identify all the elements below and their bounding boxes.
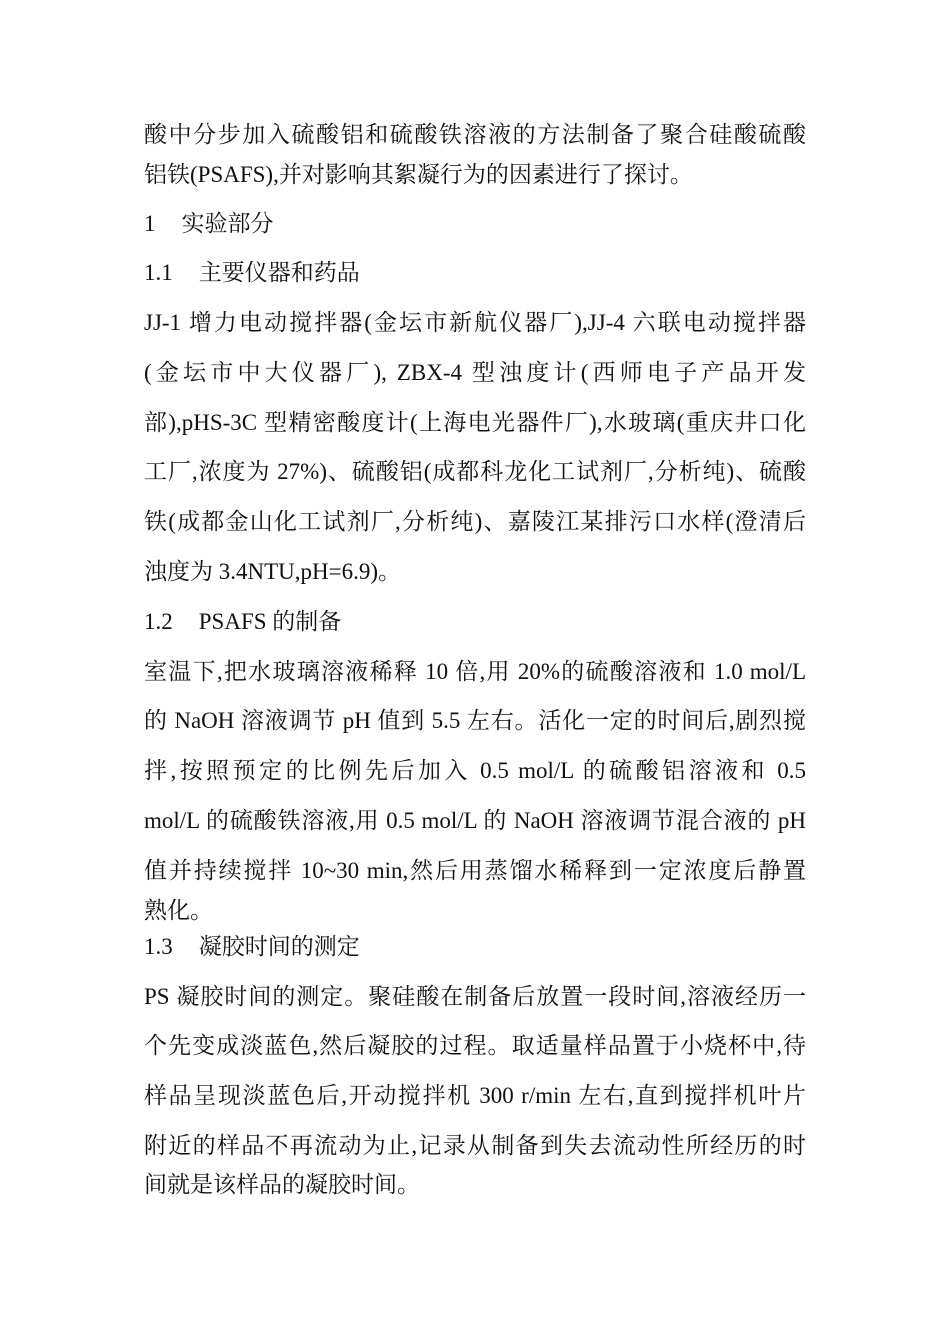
paragraph-line: (金坛市中大仪器厂), ZBX-4 型浊度计(西师电子产品开发 bbox=[144, 360, 806, 385]
section-heading-1-3 bbox=[144, 932, 806, 962]
paragraph-line: 个先变成淡蓝色,然后凝胶的过程。取适量样品置于小烧杯中,待 bbox=[144, 1033, 806, 1058]
paragraph-line: 部),pHS-3C 型精密酸度计(上海电光器件厂),水玻璃(重庆井口化 bbox=[144, 410, 806, 435]
section-number: 1.2 bbox=[144, 609, 173, 634]
paragraph-line: 的 NaOH 溶液调节 pH 值到 5.5 左右。活化一定的时间后,剧烈搅 bbox=[144, 708, 806, 733]
paragraph-line: 值并持续搅拌 10~30 min,然后用蒸馏水稀释到一定浓度后静置 bbox=[144, 858, 806, 883]
paragraph-line: 拌,按照预定的比例先后加入 0.5 mol/L 的硫酸铝溶液和 0.5 bbox=[144, 758, 806, 783]
section-heading-1-2 bbox=[144, 607, 806, 637]
paragraph-line: 熟化。 bbox=[144, 898, 213, 923]
section-title: 实验部分 bbox=[181, 211, 274, 236]
section-number: 1 bbox=[144, 211, 156, 236]
section-title: 主要仪器和药品 bbox=[198, 260, 360, 285]
paragraph-line: 铝铁(PSAFS),并对影响其絮凝行为的因素进行了探讨。 bbox=[144, 162, 693, 187]
section-heading-1 bbox=[144, 209, 806, 239]
paragraph-line: 样品呈现淡蓝色后,开动搅拌机 300 r/min 左右,直到搅拌机叶片 bbox=[144, 1083, 806, 1108]
paragraph-line: 铁(成都金山化工试剂厂,分析纯)、嘉陵江某排污口水样(澄清后 bbox=[144, 509, 806, 534]
paragraph-line: JJ-1 增力电动搅拌器(金坛市新航仪器厂),JJ-4 六联电动搅拌器 bbox=[144, 310, 806, 335]
paragraph-line: 附近的样品不再流动为止,记录从制备到失去流动性所经历的时 bbox=[144, 1133, 806, 1158]
section-title: PSAFS 的制备 bbox=[198, 609, 342, 634]
paragraph-line: 间就是该样品的凝胶时间。 bbox=[144, 1172, 420, 1197]
paragraph-line: 浊度为 3.4NTU,pH=6.9)。 bbox=[144, 559, 402, 584]
section-title: 凝胶时间的测定 bbox=[198, 934, 360, 959]
section-heading-1-1 bbox=[144, 258, 806, 288]
paragraph-line: mol/L 的硫酸铁溶液,用 0.5 mol/L 的 NaOH 溶液调节混合液的 pH bbox=[144, 808, 806, 833]
paragraph-line: PS 凝胶时间的测定。聚硅酸在制备后放置一段时间,溶液经历一 bbox=[144, 984, 806, 1009]
section-number: 1.1 bbox=[144, 260, 173, 285]
paragraph-line: 工厂,浓度为 27%)、硫酸铝(成都科龙化工试剂厂,分析纯)、硫酸 bbox=[144, 459, 806, 484]
paragraph-line: 酸中分步加入硫酸铝和硫酸铁溶液的方法制备了聚合硅酸硫酸 bbox=[144, 122, 806, 147]
section-number: 1.3 bbox=[144, 934, 173, 959]
paragraph-line: 室温下,把水玻璃溶液稀释 10 倍,用 20%的硫酸溶液和 1.0 mol/L bbox=[144, 659, 806, 684]
